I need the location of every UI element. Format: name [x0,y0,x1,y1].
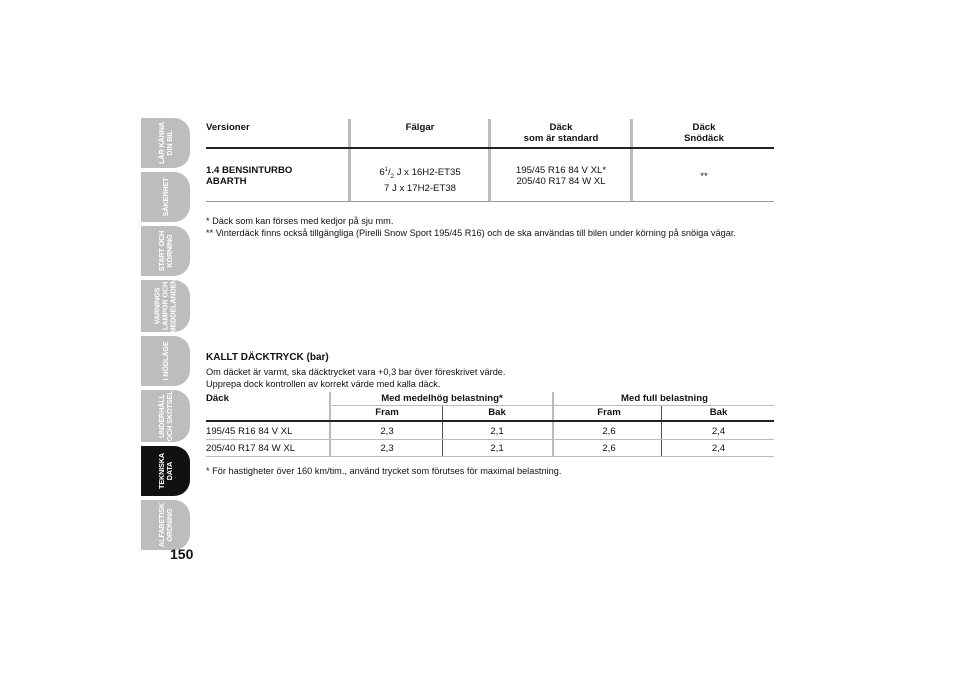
header-dack: Däck [206,393,229,404]
column-divider [488,119,491,201]
rim-width-whole: 6 [379,167,385,179]
header-dack-standard [492,122,630,144]
header-full: Med full belastning [621,393,708,404]
header-versioner: Versioner [206,122,250,133]
tab-underhall-och-skotsel[interactable] [141,390,190,442]
tab-label: UNDERHÅLL OCH SKÖTSEL [156,390,174,442]
cell-medel-bak: 2,1 [490,426,504,437]
cell-full-fram: 2,6 [602,426,616,437]
header-line: Däck [692,122,716,133]
footnote: * Däck som kan förses med kedjor på sju mm. [206,216,394,226]
header-rule [206,420,774,422]
header-line: Däck [549,122,573,133]
rim-spec: J x 16H2-ET35 [396,167,461,179]
column-divider [552,392,554,457]
column-divider [630,119,633,201]
row-rule [206,439,774,440]
rim-width-frac-num: 1 [384,167,388,173]
tab-alfabetisk-ordning[interactable] [141,500,190,550]
tab-label: TEKNISKA DATA [156,453,174,489]
cell-tire: 205/40 R17 84 W XL [206,443,296,454]
tab-label: SÄKERHET [160,177,170,217]
page-number: 150 [170,546,194,562]
cell-line: 205/40 R17 84 W XL [516,176,606,187]
pressure-intro: Upprepa dock kontrollen av korrekt värde med kalla däck. [206,379,441,389]
tab-label: START OCH KÖRNING [156,230,174,272]
header-rule [206,147,774,149]
header-medel-bak: Bak [488,407,506,418]
tab-lar-kanna-din-bil[interactable] [141,118,190,168]
header-line: Snödäck [684,133,724,144]
pressure-intro: Om däcket är varmt, ska däcktrycket vara +0,3 bar över föreskrivet värde. [206,367,506,377]
tab-label: VARNINGS LAMPOR OCH MEDDELANDEN [152,278,178,334]
tab-label: ALFABETISK ORDNING [156,502,174,548]
cell-tire: 195/45 R16 84 V XL [206,426,293,437]
header-line: som är standard [523,133,599,144]
column-divider [329,392,331,457]
column-divider [348,119,351,201]
cell-dack-standard [492,165,630,187]
header-medel: Med medelhög belastning* [381,393,503,404]
tab-label: I NÖDLÄGE [160,341,170,381]
cell-medel-fram: 2,3 [380,426,394,437]
cell-medel-bak: 2,1 [490,443,504,454]
cell-falgar [352,165,488,194]
cell-line: 195/45 R16 84 V XL* [515,165,607,176]
tab-label: LÄR KÄNNA DIN BIL [156,122,174,164]
header-full-bak: Bak [709,407,728,418]
tab-sakerhet[interactable] [141,172,190,222]
row-rule [206,456,774,457]
cell-line: 1.4 BENSINTURBO [206,165,293,176]
tab-start-och-korning[interactable] [141,226,190,276]
tab-varningslampor[interactable] [141,280,190,332]
row-rule [206,201,774,202]
cell-version [206,165,292,187]
tab-tekniska-data[interactable] [141,446,190,496]
cell-line: ABARTH [206,176,247,187]
cell-line: $6^1/_2$ J x 16H2-ET35 [379,167,461,181]
header-medel-fram: Fram [375,407,399,418]
cell-medel-fram: 2,3 [380,443,394,454]
cell-full-bak: 2,4 [711,426,726,437]
cell-line: 7 J x 17H2-ET38 [384,183,456,195]
pressure-footnote: * För hastigheter över 160 km/tim., använd trycket som förutses för maximal belastning. [206,466,562,476]
tab-i-nodlage[interactable] [141,336,190,386]
rim-width-frac-den: 2 [390,174,395,181]
cell-full-bak: 2,4 [711,443,726,454]
cell-snodack: ** [700,171,708,182]
pressure-title: KALLT DÄCKTRYCK (bar) [206,352,329,363]
footnote: ** Vinterdäck finns också tillgängliga (Pirelli Snow Sport 195/45 R16) och de ska användas till bilen under körning på snöiga vägar. [206,228,736,238]
header-dack-snodack [634,122,774,144]
header-full-fram: Fram [597,407,621,418]
cell-full-fram: 2,6 [602,443,616,454]
header-falgar: Fälgar [405,122,435,133]
